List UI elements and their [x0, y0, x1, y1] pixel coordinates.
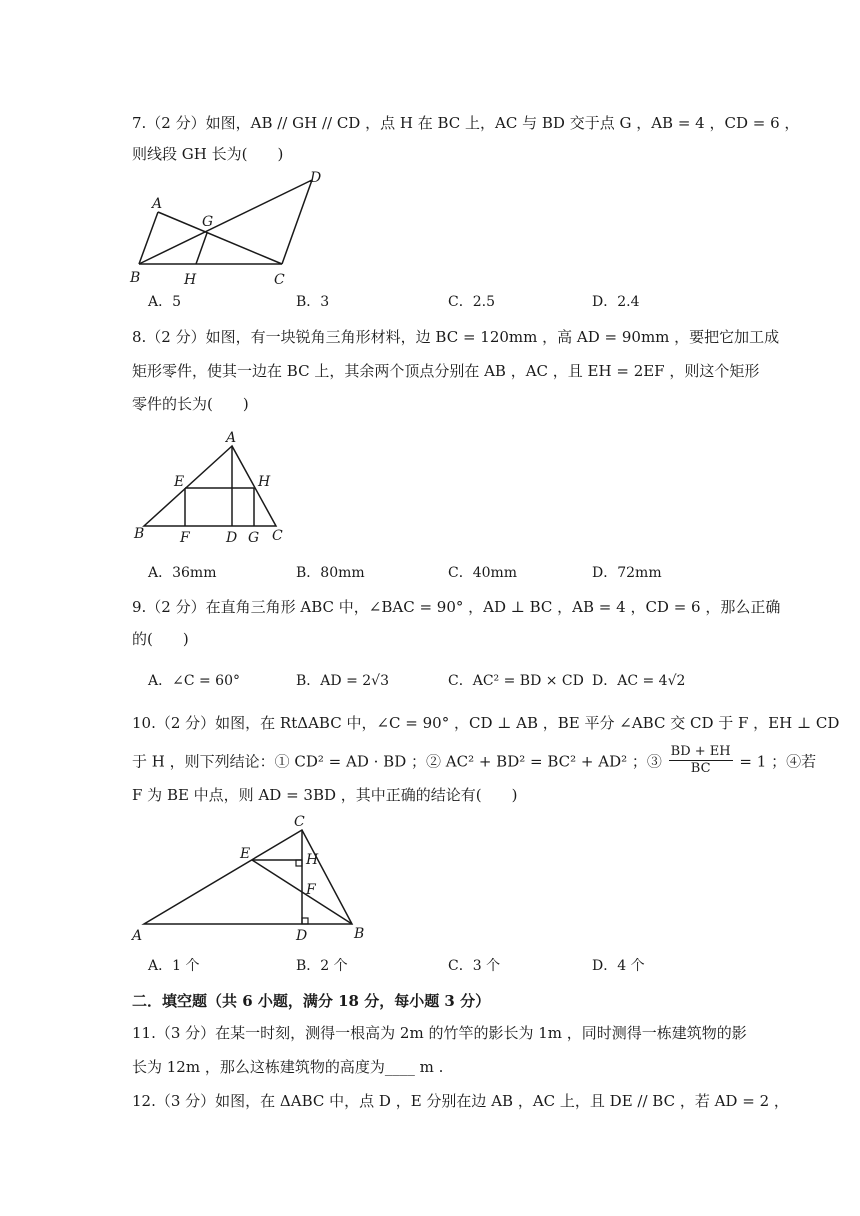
q10-fraction-denominator: BC	[690, 761, 711, 776]
q9-option-a[interactable]: A．∠C = 60°	[148, 673, 240, 689]
q10-option-b[interactable]: B．2 个	[296, 958, 348, 974]
q8-option-a[interactable]: A．36mm	[148, 565, 217, 581]
q10-text-line2a: 于 H ，则下列结论：① CD² = AD · BD ；② AC² + BD² = BC² + AD² ；③	[132, 752, 662, 771]
q10-label-c: C	[294, 814, 305, 830]
q8-text-line2: 矩形零件，使其一边在 BC 上，其余两个顶点分别在 AB ，AC ，且 EH = 2EF ，则这个矩形	[132, 362, 760, 380]
q8-label-f: F	[180, 530, 190, 546]
q10-text-line2	[132, 746, 816, 779]
q7-label-d: D	[310, 170, 322, 186]
q8-option-c[interactable]: C．40mm	[448, 565, 518, 581]
q10-option-c[interactable]: C．3 个	[448, 958, 501, 974]
q8-text-line3: 零件的长为( )	[132, 395, 249, 413]
q7-label-h: H	[184, 272, 197, 288]
q8-option-d[interactable]: D．72mm	[592, 565, 662, 581]
q8-label-c: C	[272, 528, 283, 544]
q8-label-h: H	[258, 474, 271, 490]
q9-option-b[interactable]: B．AD = 2√3	[296, 673, 389, 689]
q9-text-line1: 9.（2 分）在直角三角形 ABC 中，∠BAC = 90° ，AD ⊥ BC ，AB = 4 ，CD = 6 ，那么正确	[132, 598, 781, 616]
q7-option-c[interactable]: C．2.5	[448, 294, 495, 310]
q7-label-c: C	[274, 272, 285, 288]
q10-label-b: B	[354, 926, 365, 942]
q10-text-line2b: = 1 ；④若	[739, 752, 817, 771]
q10-label-d: D	[296, 928, 308, 944]
q12-text-line1: 12.（3 分）如图，在 ΔABC 中，点 D ，E 分别在边 AB ，AC 上，且 DE // BC ，若 AD = 2 ，	[132, 1092, 789, 1110]
q7-text-line1: 7.（2 分）如图，AB // GH // CD ，点 H 在 BC 上，AC 与 BD 交于点 G ，AB = 4 ，CD = 6 ，	[132, 114, 800, 132]
q8-text-line1: 8.（2 分）如图，有一块锐角三角形材料，边 BC = 120mm ，高 AD = 90mm ，要把它加工成	[132, 328, 780, 346]
q7-figure	[124, 168, 344, 290]
q11-text-line2: 长为 12m ，那么这栋建筑物的高度为____ m .	[132, 1058, 444, 1076]
q10-label-f: F	[306, 882, 316, 898]
q10-fraction-numerator: BD + EH	[670, 744, 731, 759]
q10-figure	[126, 812, 376, 946]
q8-option-b[interactable]: B．80mm	[296, 565, 365, 581]
q10-label-h: H	[306, 852, 319, 868]
q7-text-line2: 则线段 GH 长为( )	[132, 145, 284, 163]
q10-option-a[interactable]: A．1 个	[148, 958, 200, 974]
section-fill-in-heading: 二．填空题（共 6 小题，满分 18 分，每小题 3 分）	[132, 992, 491, 1010]
q7-option-a[interactable]: A．5	[148, 294, 182, 310]
q7-option-d[interactable]: D．2.4	[592, 294, 640, 310]
q7-label-g: G	[202, 214, 214, 230]
q10-label-e: E	[240, 846, 251, 862]
q8-label-a: A	[226, 430, 237, 446]
q9-option-d[interactable]: D．AC = 4√2	[592, 673, 686, 689]
q7-option-b[interactable]: B．3	[296, 294, 330, 310]
q7-label-a: A	[152, 196, 163, 212]
q9-option-c[interactable]: C．AC² = BD × CD	[448, 673, 584, 689]
q8-label-e: E	[174, 474, 185, 490]
q9-text-line2: 的( )	[132, 630, 189, 648]
q10-option-d[interactable]: D．4 个	[592, 958, 645, 974]
q10-text-line3: F 为 BE 中点，则 AD = 3BD ，其中正确的结论有( )	[132, 786, 518, 804]
q10-label-a: A	[132, 928, 143, 944]
q8-figure	[128, 424, 298, 548]
q10-text-line1: 10.（2 分）如图，在 RtΔABC 中，∠C = 90° ，CD ⊥ AB ，BE 平分 ∠ABC 交 CD 于 F ，EH ⊥ CD	[132, 714, 840, 732]
q10-fraction	[669, 744, 733, 777]
q8-label-g: G	[248, 530, 260, 546]
q7-label-b: B	[130, 270, 141, 286]
q11-text-line1: 11.（3 分）在某一时刻，测得一根高为 2m 的竹竿的影长为 1m ，同时测得一栋建筑物的影	[132, 1024, 747, 1042]
q8-label-b: B	[134, 526, 145, 542]
q8-label-d: D	[226, 530, 238, 546]
